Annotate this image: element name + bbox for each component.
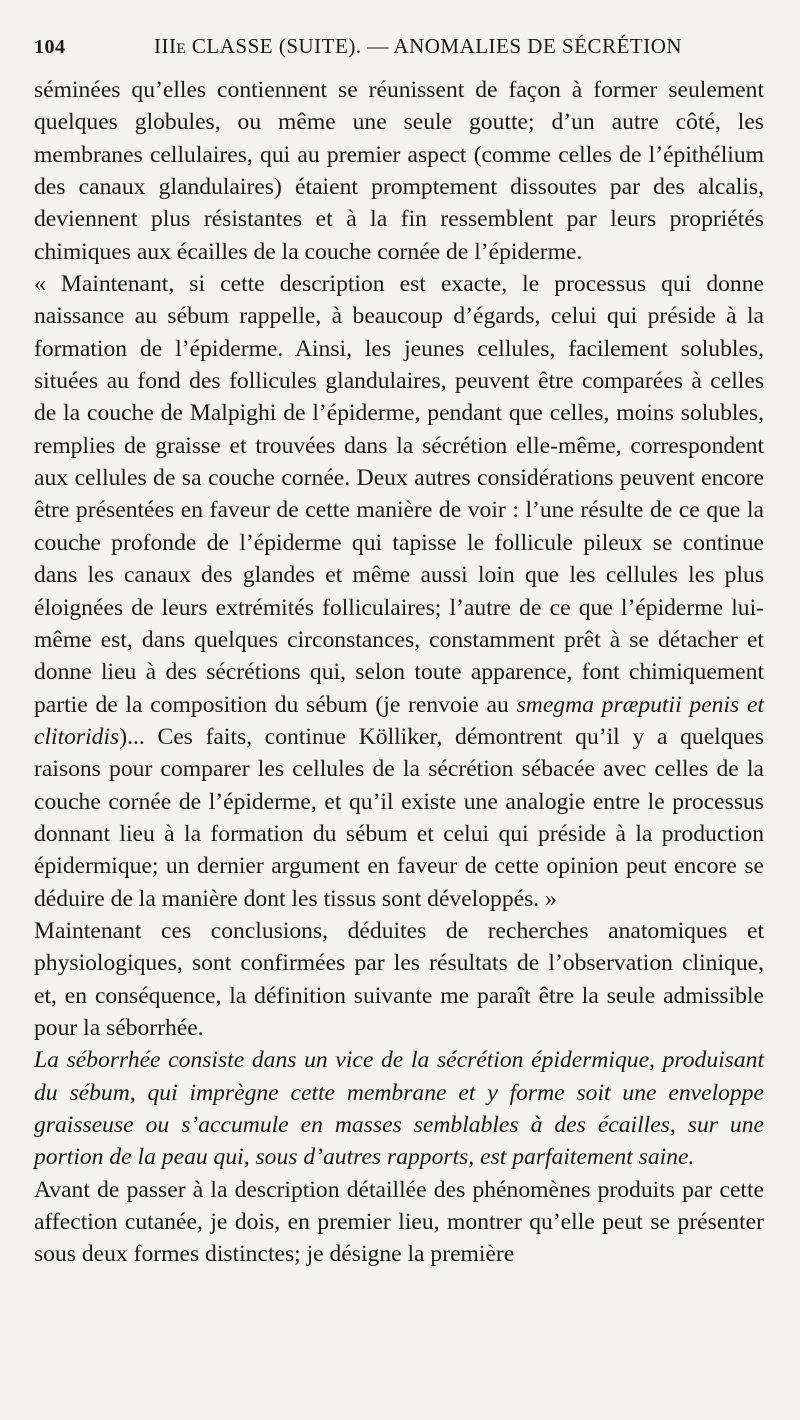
latin-term: smegma præputii penis et clitoridis bbox=[34, 691, 765, 750]
running-head: IIIe CLASSE (SUITE). — ANOMALIES DE SÉCRÉTION bbox=[154, 34, 683, 58]
paragraph-conclusions: Maintenant ces conclusions, déduites de recherches anatomiques et physiologiques, sont confirmées par les résultats de l’observation clinique, et, en conséquence, la définition suivante me paraît être la seule admissible pour la séborrhée. bbox=[34, 917, 764, 1041]
paragraph-kolliker-quote bbox=[34, 268, 764, 915]
page-number: 104 bbox=[34, 36, 66, 58]
page-header bbox=[34, 34, 764, 74]
quote-text-start: « Maintenant, si cette description est exacte, le processus qui donne naissance au sébum rappelle, à beaucoup d’égards, celui qui préside à la formation de l’épiderme. Ainsi, les jeunes cellules, facilement solubles, situées au fond des follicules glandulaires, peuvent être comparées à celles de la couche de Malpighi de l’épiderme, pendant que celles, moins solubles, remplies de graisse et trouvées dans la sécrétion elle-même, correspondent aux cellules de sa couche cornée. Deux autres considérations peuvent encore être présentées en faveur de cette manière de voir : l’une résulte de ce que la couche profonde de l’épiderme qui tapisse le follicule pileux se continue dans les canaux des glandes et même aussi loin que les cellules les plus éloignées de leurs extrémités folliculaires; l’autre de ce que l’épiderme lui-même est, dans quelques circonstances, constamment prêt à se détacher et donne lieu à des sécrétions qui, selon toute apparence, font chimiquement partie de la composition du sébum (je renvoie au bbox=[34, 271, 764, 718]
body-text bbox=[34, 74, 764, 1271]
paragraph-definition: La séborrhée consiste dans un vice de la sécrétion épidermique, produisant du sébum, qui imprègne cette membrane et y forme soit une enveloppe graisseuse ou s’accumule en masses semblables à des écailles, sur une portion de la peau qui, sous d’autres rapports, est parfaitement saine. bbox=[34, 1047, 764, 1171]
quote-text-end: )... Ces faits, continue Kölliker, démontrent qu’il y a quelques raisons pour comparer les cellules de la sécrétion sébacée avec celles de la couche cornée de l’épiderme, et qu’il existe une analogie entre le processus donnant lieu à la formation du sébum et celui qui préside à la production épidermique; un dernier argument en faveur de cette opinion peut encore se déduire de la manière dont les tissus sont développés. » bbox=[34, 723, 764, 912]
paragraph-continuation: séminées qu’elles contiennent se réunissent de façon à former seulement quelques globules, ou même une seule goutte; d’un autre côté, les membranes cellulaires, qui au premier aspect (comme celles de l’épithélium des canaux glandulaires) étaient promptement dissoutes par des alcalis, deviennent plus résistantes et à la fin ressemblent par leurs propriétés chimiques aux écailles de la couche cornée de l’épiderme. bbox=[34, 77, 764, 265]
paragraph-description: Avant de passer à la description détaillée des phénomènes produits par cette affection cutanée, je dois, en premier lieu, montrer qu’elle peut se présenter sous deux formes distinctes; je désigne la première bbox=[34, 1176, 764, 1268]
